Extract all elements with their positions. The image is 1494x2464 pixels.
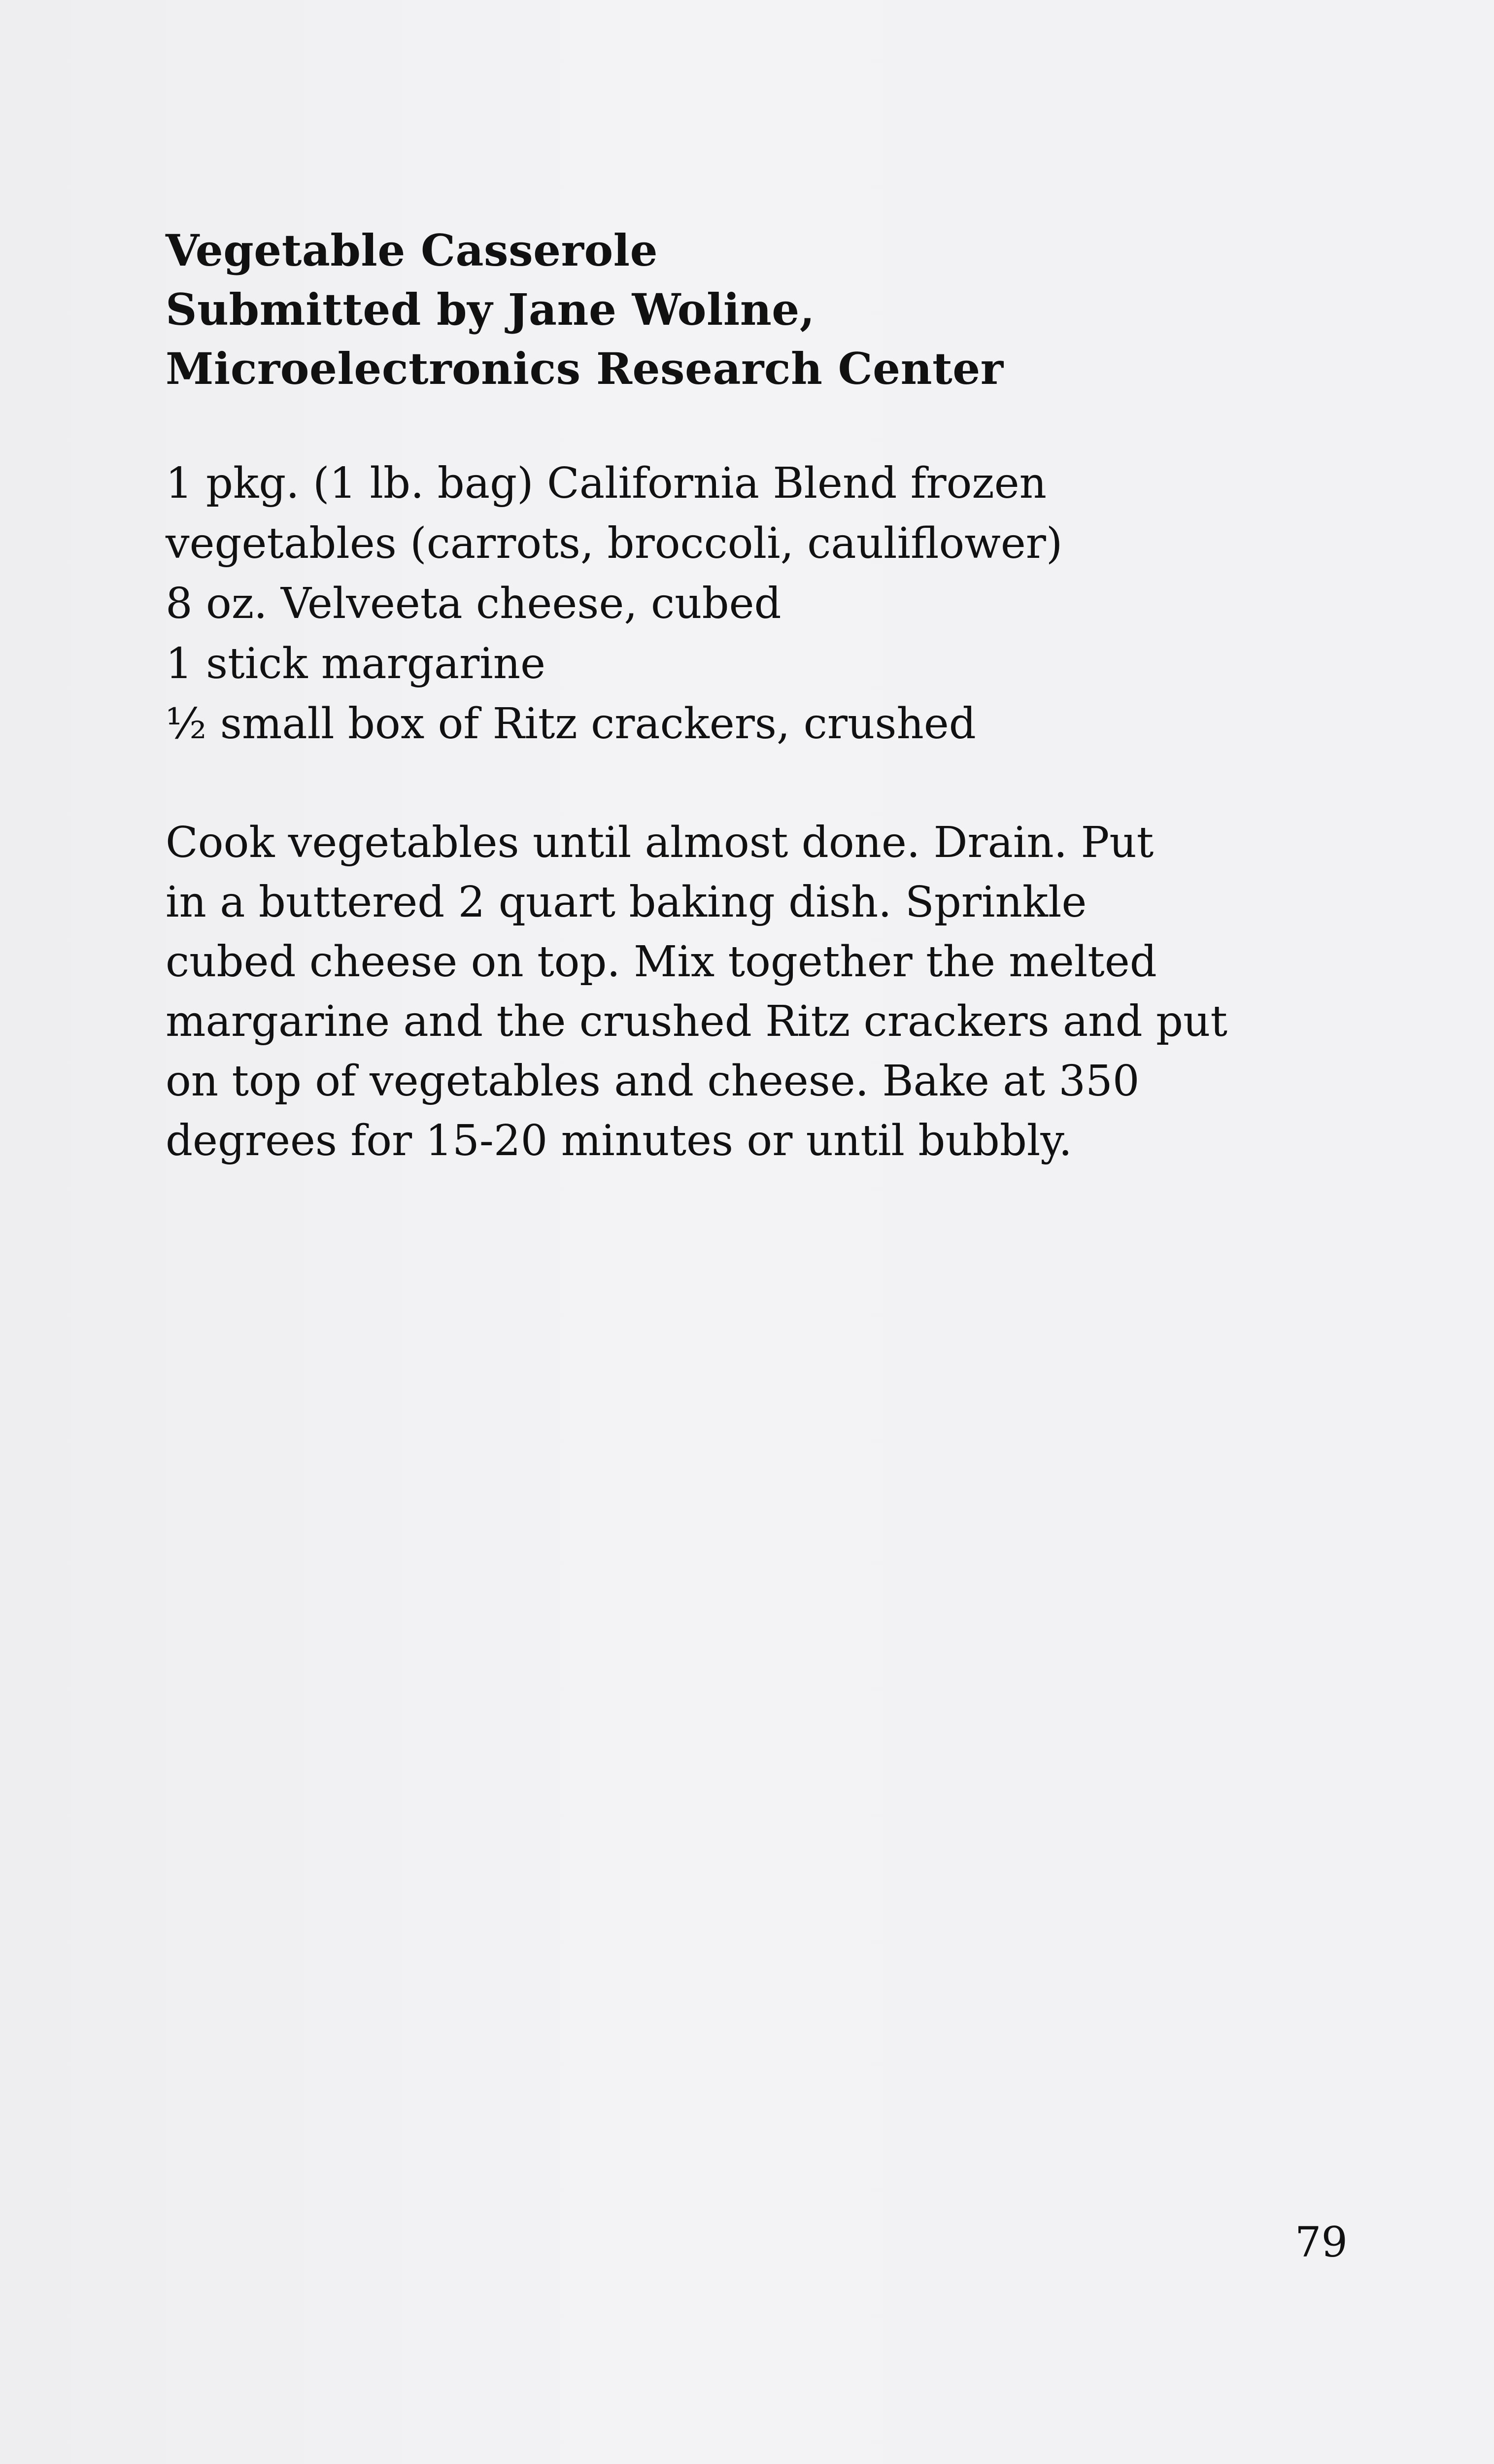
recipe-directions <box>166 813 1299 1171</box>
recipe-affiliation: Microelectronics Research Center <box>166 343 1004 394</box>
ingredient-line: vegetables (carrots, broccoli, cauliflower) <box>166 519 1063 568</box>
page-number: 79 <box>1295 2218 1348 2266</box>
directions-line: margarine and the crushed Ritz crackers and put <box>166 997 1227 1046</box>
directions-line: in a buttered 2 quart baking dish. Sprinkle <box>166 878 1087 927</box>
directions-line: on top of vegetables and cheese. Bake at 350 <box>166 1057 1140 1106</box>
recipe-heading <box>166 221 1299 398</box>
recipe-title: Vegetable Casserole <box>166 225 658 276</box>
ingredient-line: 1 pkg. (1 lb. bag) California Blend frozen <box>166 459 1047 508</box>
directions-line: degrees for 15-20 minutes or until bubbly. <box>166 1116 1072 1165</box>
recipe <box>166 221 1299 1179</box>
ingredient-list <box>166 453 1299 754</box>
ingredient-line: 8 oz. Velveeta cheese, cubed <box>166 579 781 628</box>
recipe-submitter: Submitted by Jane Woline, <box>166 284 815 335</box>
ingredient-line: 1 stick margarine <box>166 639 546 688</box>
directions-line: cubed cheese on top. Mix together the melted <box>166 937 1157 987</box>
directions-line: Cook vegetables until almost done. Drain. Put <box>166 818 1154 867</box>
ingredient-line: ½ small box of Ritz crackers, crushed <box>166 699 976 749</box>
